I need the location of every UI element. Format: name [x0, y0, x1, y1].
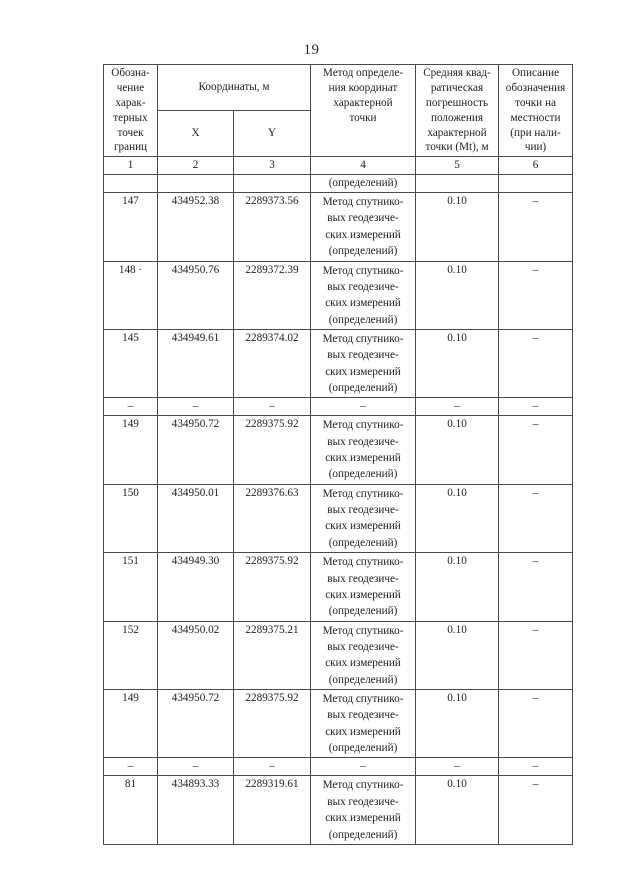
header-point-designation: Обозна- чение харак- терных точек границ [104, 65, 158, 157]
dash-placeholder: – [454, 400, 460, 413]
coordinate-y: 2289372.39 [234, 261, 311, 329]
table-row-separator [104, 398, 573, 416]
coordinate-y: 2289375.92 [234, 416, 311, 484]
mean-square-error: 0.10 [416, 776, 499, 844]
coordinate-method: Метод спутнико- вых геодезиче- ских измерений (определений) [311, 776, 416, 844]
coordinate-x: 434952.38 [158, 193, 234, 261]
coordinate-x [158, 758, 234, 776]
coordinate-y: 2289319.61 [234, 776, 311, 844]
table-row [104, 776, 573, 844]
header-coordinates-group: Координаты, м [158, 65, 311, 111]
coordinate-method [311, 758, 416, 776]
table-row [104, 193, 573, 261]
column-number: 3 [234, 157, 311, 175]
coordinate-method: Метод спутнико- вых геодезиче- ских измерений (определений) [311, 621, 416, 689]
coordinate-x: 434950.02 [158, 621, 234, 689]
table-row [104, 261, 573, 329]
table-row [104, 416, 573, 484]
coordinate-x [158, 175, 234, 193]
point-description: – [499, 193, 573, 261]
coordinate-y [234, 175, 311, 193]
table-row [104, 689, 573, 757]
dash-placeholder: – [360, 400, 366, 413]
point-designation: 151 [104, 553, 158, 621]
table-body [104, 157, 573, 845]
coordinates-table [103, 64, 573, 845]
coordinate-y: 2289374.02 [234, 329, 311, 397]
coordinate-method: Метод спутнико- вых геодезиче- ских измерений (определений) [311, 261, 416, 329]
dash-placeholder: – [532, 400, 539, 413]
dash-placeholder: – [360, 760, 366, 773]
mean-square-error: 0.10 [416, 416, 499, 484]
table-row [104, 553, 573, 621]
coordinates-table-container [103, 64, 572, 845]
dash-placeholder: – [127, 400, 134, 413]
point-description: – [499, 329, 573, 397]
point-designation: 145 [104, 329, 158, 397]
coordinate-method: Метод спутнико- вых геодезиче- ских измерений (определений) [311, 689, 416, 757]
coordinate-x: 434950.01 [158, 484, 234, 552]
header-mean-square-error: Средняя квад- ратическая погрешность положения характерной точки (Mt), м [416, 65, 499, 157]
dash-placeholder: – [127, 760, 134, 773]
table-row [104, 484, 573, 552]
mean-square-error: 0.10 [416, 484, 499, 552]
column-number-row [104, 157, 573, 175]
column-number: 5 [416, 157, 499, 175]
page-number: 19 [303, 42, 320, 58]
table-row-separator [104, 758, 573, 776]
column-number: 1 [104, 157, 158, 175]
point-description: – [499, 553, 573, 621]
point-designation: 152 [104, 621, 158, 689]
coordinate-method: (определений) [311, 175, 416, 193]
coordinate-method: Метод спутнико- вых геодезиче- ских измерений (определений) [311, 193, 416, 261]
header-coordinate-x: X [158, 111, 234, 157]
table-header [104, 65, 573, 157]
dash-placeholder: – [269, 760, 275, 773]
mean-square-error: 0.10 [416, 553, 499, 621]
coordinate-x: 434949.61 [158, 329, 234, 397]
coordinate-x: 434893.33 [158, 776, 234, 844]
point-designation [104, 758, 158, 776]
point-designation: 148 · [104, 261, 158, 329]
point-description [499, 175, 573, 193]
coordinate-x: 434949.30 [158, 553, 234, 621]
header-coordinate-method: Метод определе- ния координат характерной точки [311, 65, 416, 157]
coordinate-y: 2289373.56 [234, 193, 311, 261]
mean-square-error [416, 175, 499, 193]
table-row-continuation [104, 175, 573, 193]
mean-square-error: 0.10 [416, 261, 499, 329]
coordinate-y: 2289375.92 [234, 553, 311, 621]
coordinate-method: Метод спутнико- вых геодезиче- ских измерений (определений) [311, 416, 416, 484]
coordinate-y: 2289375.21 [234, 621, 311, 689]
point-description: – [499, 621, 573, 689]
coordinate-x: 434950.72 [158, 416, 234, 484]
table-row [104, 329, 573, 397]
point-designation: 149 [104, 416, 158, 484]
point-description [499, 758, 573, 776]
point-designation: 149 [104, 689, 158, 757]
mean-square-error: 0.10 [416, 621, 499, 689]
point-designation [104, 175, 158, 193]
dash-placeholder: – [532, 760, 539, 773]
coordinate-y: 2289376.63 [234, 484, 311, 552]
table-header-row [104, 65, 573, 111]
mean-square-error [416, 398, 499, 416]
coordinate-method: Метод спутнико- вых геодезиче- ских измерений (определений) [311, 484, 416, 552]
mean-square-error: 0.10 [416, 689, 499, 757]
header-point-description: Описание обозначения точки на местности (при нали- чии) [499, 65, 573, 157]
point-designation: 81 [104, 776, 158, 844]
dash-placeholder: – [192, 760, 199, 773]
column-number: 4 [311, 157, 416, 175]
coordinate-y [234, 398, 311, 416]
table-row [104, 621, 573, 689]
coordinate-x: 434950.72 [158, 689, 234, 757]
coordinate-y [234, 758, 311, 776]
coordinate-method [311, 398, 416, 416]
mean-square-error [416, 758, 499, 776]
coordinate-y: 2289375.92 [234, 689, 311, 757]
column-number: 6 [499, 157, 573, 175]
mean-square-error: 0.10 [416, 193, 499, 261]
point-designation: 147 [104, 193, 158, 261]
point-description: – [499, 416, 573, 484]
dash-placeholder: – [192, 400, 199, 413]
coordinate-method: Метод спутнико- вых геодезиче- ских измерений (определений) [311, 553, 416, 621]
coordinate-method: Метод спутнико- вых геодезиче- ских измерений (определений) [311, 329, 416, 397]
point-description: – [499, 484, 573, 552]
column-number: 2 [158, 157, 234, 175]
dash-placeholder: – [269, 400, 275, 413]
mean-square-error: 0.10 [416, 329, 499, 397]
point-description: – [499, 776, 573, 844]
point-designation: 150 [104, 484, 158, 552]
point-description [499, 398, 573, 416]
header-coordinate-y: Y [234, 111, 311, 157]
point-designation [104, 398, 158, 416]
point-description: – [499, 261, 573, 329]
coordinate-x [158, 398, 234, 416]
dash-placeholder: – [454, 760, 460, 773]
coordinate-x: 434950.76 [158, 261, 234, 329]
point-description: – [499, 689, 573, 757]
